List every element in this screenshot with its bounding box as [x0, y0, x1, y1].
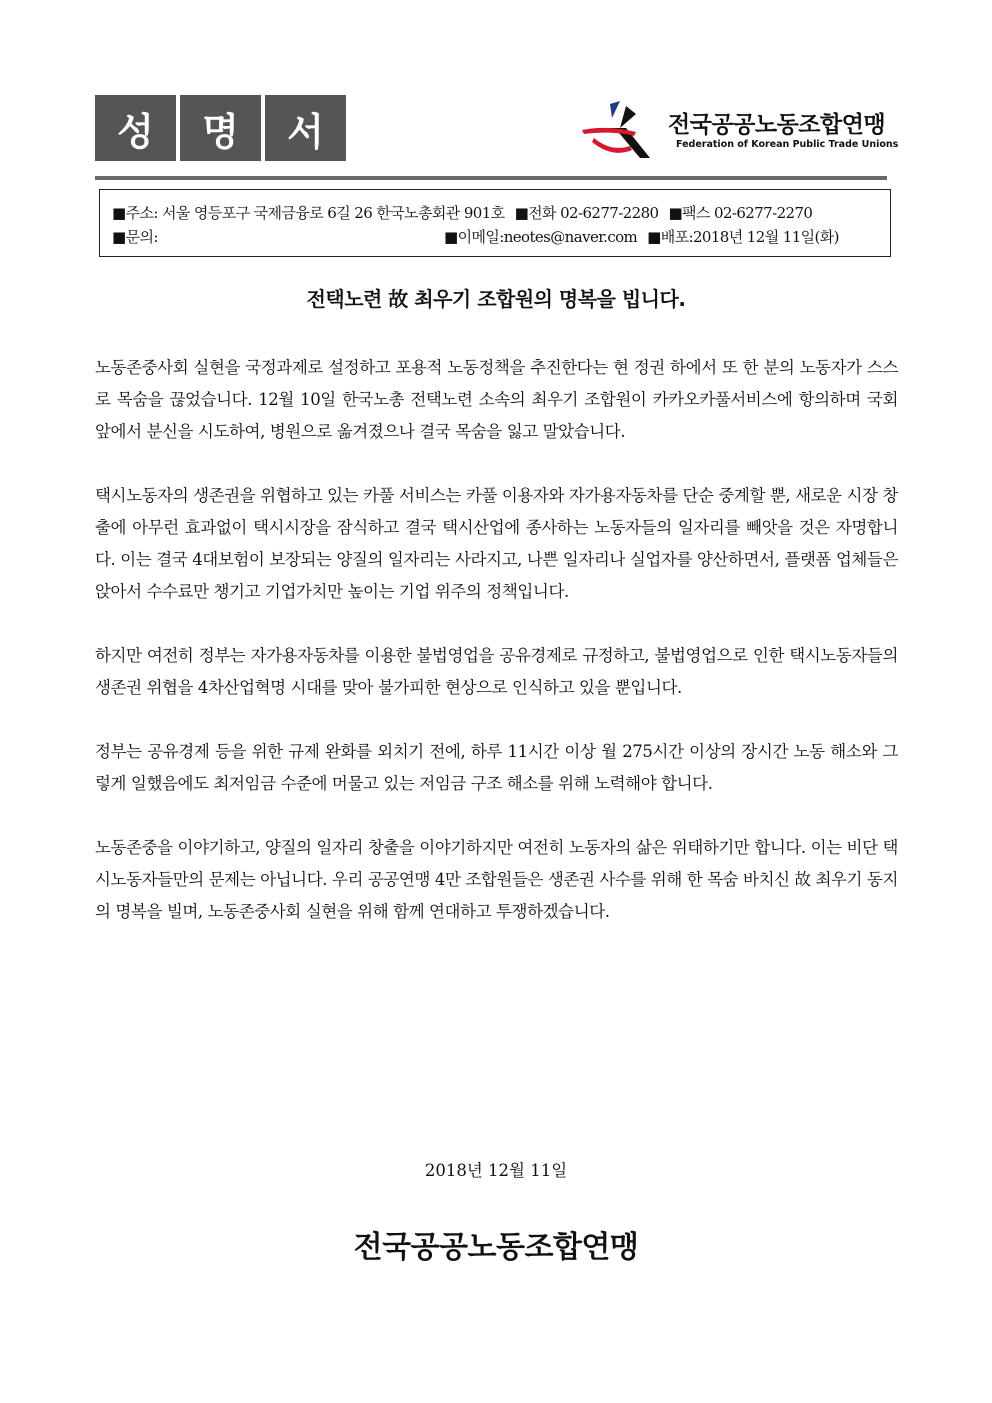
contact-line-1 — [112, 202, 812, 223]
body-paragraph: 노동존중사회 실현을 국정과제로 설정하고 포용적 노동정책을 추진한다는 현 정권 하에서 또 한 분의 노동자가 스스로 목숨을 끊었습니다. 12월 10일 한국노총 전택노련 소속의 최우기 조합원이 카카오카풀서비스에 항의하며 국회 앞에서 분신을 시도하여, 병원으로 옮겨졌으나 결국 목숨을 잃고 말았습니다. — [95, 358, 898, 441]
title-char-box: 성 — [95, 95, 176, 161]
fax-text: ■팩스 02-6277-2270 — [668, 204, 813, 222]
body-paragraph: 하지만 여전히 정부는 자가용자동차를 이용한 불법영업을 공유경제로 규정하고, 불법영업으로 인한 택시노동자들의 생존권 위협을 4차산업혁명 시대를 맞아 불가피한 현상으로 인식하고 있을 뿐입니다. — [95, 646, 898, 697]
inquiry-label: ■문의: — [112, 228, 158, 246]
statement-date: 2018년 12월 11일 — [424, 1161, 568, 1180]
email-release-group — [444, 226, 839, 247]
federation-logo-icon — [580, 98, 660, 162]
address-text: ■주소: 서울 영등포구 국제금융로 6길 26 한국노총회관 901호 — [112, 204, 505, 222]
contact-info-box — [99, 189, 891, 257]
body-paragraph: 택시노동자의 생존권을 위협하고 있는 카풀 서비스는 카풀 이용자와 자가용자동차를 단순 중계할 뿐, 새로운 시장 창출에 아무런 효과없이 택시시장을 잠식하고 결국 택시산업에 종사하는 노동자들의 일자리를 빼앗을 것은 자명합니다. 이는 결국 4대보험이 보장되는 양질의 일자리는 사라지고, 나쁜 일자리나 실업자를 양산하면서, 플랫폼 업체들은 앉아서 수수료만 챙기고 기업가치만 높이는 기업 위주의 정책입니다. — [95, 486, 899, 601]
federation-logo — [580, 98, 900, 162]
header-divider — [95, 176, 887, 180]
statement-title — [95, 95, 346, 161]
title-char-box: 서 — [265, 95, 346, 161]
body-paragraph: 정부는 공유경제 등을 위한 규제 완화를 외치기 전에, 하루 11시간 이상 월 275시간 이상의 장시간 노동 해소와 그렇게 일했음에도 최저임금 수준에 머물고 있는 저임금 구조 해소를 위해 노력해야 합니다. — [95, 742, 898, 793]
contact-line-2 — [112, 226, 878, 247]
signature-organization: 전국공공노동조합연맹 — [353, 1230, 639, 1265]
email-text: ■이메일:neotes@naver.com — [444, 228, 638, 246]
body-paragraph: 노동존중을 이야기하고, 양질의 일자리 창출을 이야기하지만 여전히 노동자의 삶은 위태하기만 합니다. 이는 비단 택시노동자들만의 문제는 아닙니다. 우리 공공연맹 4만 조합원들은 생존권 사수를 위해 한 목숨 바치신 故 최우기 동지의 명복을 빌며, 노동존중사회 실현을 위해 함께 연대하고 투쟁하겠습니다. — [95, 838, 899, 921]
statement-body — [95, 352, 898, 960]
phone-text: ■전화 02-6277-2280 — [514, 204, 659, 222]
logo-name-english: Federation of Korean Public Trade Unions — [676, 139, 899, 150]
release-date-text: ■배포:2018년 12월 11일(화) — [647, 228, 839, 246]
logo-name-korean: 전국공공노동조합연맹 — [668, 112, 886, 138]
title-char-box: 명 — [180, 95, 261, 161]
statement-headline: 전택노련 故 최우기 조합원의 명복을 빕니다. — [306, 287, 686, 311]
